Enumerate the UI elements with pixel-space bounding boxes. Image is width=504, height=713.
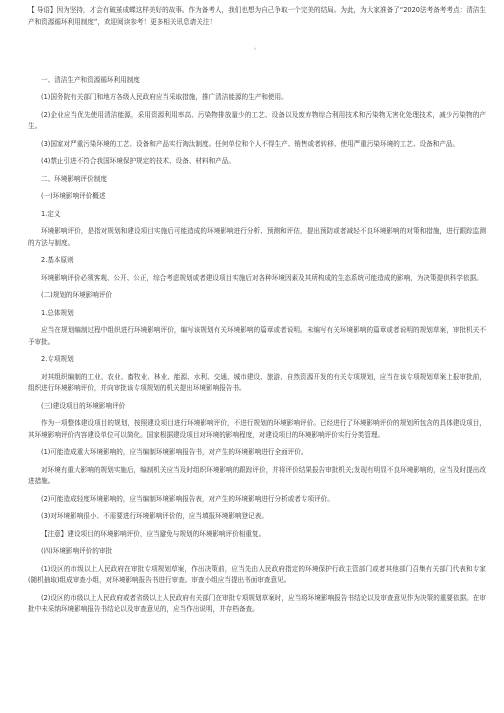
section-heading: (四)环境影响评价的审批 [41, 547, 113, 555]
section-heading: 1.总体规划 [41, 308, 74, 317]
section-heading: 2.专项规划 [41, 355, 74, 363]
body-paragraph: (3)国家对严重污染环境的工艺、设备和产品实行淘汰制度。任何单位和个人不得生产、销售或者转移、使用严重污染环境的工艺、设备和产品。 [41, 139, 460, 148]
section-heading: 一、清洁生产和资源循环利用制度 [41, 75, 140, 84]
body-paragraph: (2)企业应当优先使用清洁能源，采用资源利用率高、污染物排放量少的工艺、设备以及废弃物综合利用技术和污染物无害化处理技术，减少污染物的产生。 [28, 110, 486, 130]
body-paragraph: (4)禁止引进不符合我国环境保护规定的技术、设备、材料和产品。 [41, 157, 235, 165]
section-heading: (三)建设项目的环境影响评价 [41, 401, 126, 410]
section-heading: 2.基本原则 [41, 256, 74, 264]
body-paragraph: 环境影响评价必须客观、公开、公正，综合考虑规划或者建设项目实施后对各种环境因素及其所构成的生态系统可能造成的影响，为决策提供科学依据。 [41, 273, 483, 282]
section-heading: 1.定义 [41, 209, 61, 218]
body-paragraph: 应当在规划编制过程中组织进行环境影响评价，编写该规划有关环境影响的篇章或者说明。未编写有关环境影响的篇章或者说明的规划草案，审批机关不予审批。 [28, 326, 486, 346]
body-paragraph: (1)国务院有关部门和地方各级人民政府应当采取措施，推广清洁能源的生产和使用。 [41, 93, 288, 101]
separator-mark: 。 [253, 44, 260, 51]
body-paragraph: (1)可能造成重大环境影响的，应当编制环境影响报告书，对产生的环境影响进行全面评价。 [41, 448, 308, 456]
body-paragraph: 对其组织编制的工业、农业、畜牧业、林业、能源、水利、交通、城市建设、旅游、自然资源开发的有关专项规划，应当在该专项规划草案上报审批前，组织进行环境影响评价，并向审批该专项规划的机关提出环境影响报告书。 [28, 372, 486, 392]
note-paragraph: 【注意】建设项目的环境影响评价，应当避免与规划的环境影响评价相重复。 [41, 529, 266, 538]
body-paragraph: 环境影响评价，是指对规划和建设项目实施后可能造成的环境影响进行分析、预测和评估，提出预防或者减轻不良环境影响的对策和措施，进行跟踪监测的方法与制度。 [28, 227, 486, 247]
body-paragraph: 对环境有重大影响的规划实施后，编制机关应当及时组织环境影响的跟踪评价，并将评价结果报告审批机关;发现有明显不良环境影响的，应当及时提出改进措施。 [28, 465, 486, 485]
body-paragraph: 作为一项整体建设项目的规划，按照建设项目进行环境影响评价，不进行规划的环境影响评价。已经进行了环境影响评价的规划所包含的具体建设项目，其环境影响评价内容建设单位可以简化。国家根据建设项目对环境的影响程度，对建设项目的环境影响评价实行分类管理。 [28, 419, 486, 439]
document-body [28, 75, 486, 616]
section-heading: (二)规划的环境影响评价 [41, 291, 113, 299]
body-paragraph: (3)对环境影响很小、不需要进行环境影响评价的，应当填报环境影响登记表。 [41, 512, 268, 520]
section-heading: 二、环境影响评价制度 [41, 174, 107, 183]
body-paragraph: (2)可能造成轻度环境影响的，应当编制环境影响报告表，对产生的环境影响进行分析或者专项评价。 [41, 494, 334, 503]
body-paragraph: (2)设区的市级以上人民政府或者省级以上人民政府有关部门在审批专项规划草案时，应当将环境影响报告书结论以及审查意见作为决策的重要依据。在审批中未采纳环境影响报告书结论以及审查意见的，应当作出说明，并存档备查。 [28, 593, 486, 613]
intro-paragraph: 【 导语】因为坚持，才会有破茧成蝶这样美好的故事。作为备考人，我们也想为自己争取一个完美的结局。为此，为大家准备了“2020法考备考考点：清洁生产和资源循环利用制度”，欢迎阅读参考！更多相关讯息请关注！ [28, 6, 486, 26]
body-paragraph: (1)设区的市级以上人民政府在审批专项规划草案，作出决策前，应当先由人民政府指定的环境保护行政主管部门或者其他部门召集有关部门代表和专家(随机抽取)组成审查小组，对环境影响报告书进行审查。审查小组应当提出书面审查意见。 [28, 564, 486, 584]
section-heading: (一)环境影响评价概述 [41, 192, 106, 200]
